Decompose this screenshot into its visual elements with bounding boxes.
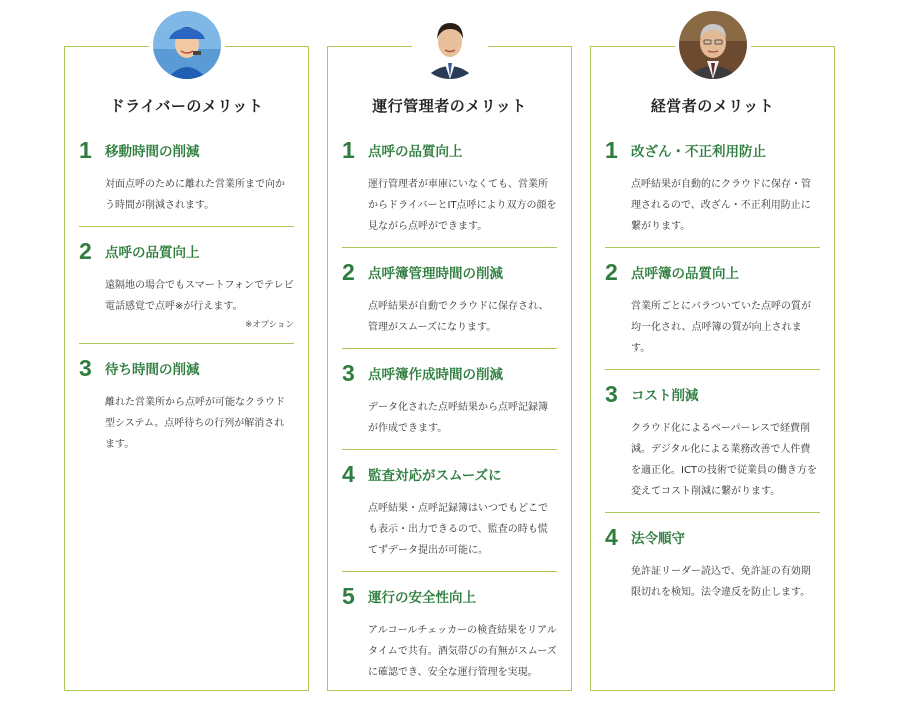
executive-merit-card (590, 46, 835, 691)
merit-item (605, 248, 820, 370)
item-title: 点呼の品質向上 (368, 144, 463, 160)
item-description: 対面点呼のために離れた営業所まで向かう時間が削減されます。 (105, 179, 285, 211)
merit-item (342, 572, 557, 693)
item-title: コスト削減 (631, 388, 699, 404)
card-title: ドライバーのメリット (109, 97, 264, 115)
item-number: 2 (79, 237, 92, 264)
item-title: 法令順守 (631, 531, 685, 547)
merit-item (79, 126, 294, 227)
merit-item (605, 370, 820, 513)
item-number: 2 (342, 258, 355, 285)
item-title: 移動時間の削減 (105, 144, 200, 160)
item-number: 3 (605, 380, 618, 407)
item-number: 3 (79, 354, 92, 381)
card-title: 運行管理者のメリット (372, 97, 527, 115)
option-note: ※オプション (245, 320, 294, 330)
manager-avatar (416, 11, 484, 79)
item-title: 点呼簿管理時間の削減 (368, 266, 503, 282)
item-description: データ化された点呼結果から点呼記録簿が作成できます。 (368, 402, 548, 434)
merit-item (342, 126, 557, 248)
item-description: 離れた営業所から点呼が可能なクラウド型システム。点呼待ちの行列が解消されます。 (105, 397, 285, 450)
manager-merit-card (327, 46, 572, 691)
merit-item (605, 126, 820, 248)
item-description: 運行管理者が車庫にいなくても、営業所からドライバーとIT点呼により双方の顔を見ながら点呼ができます。 (368, 179, 557, 232)
item-title: 待ち時間の削減 (105, 362, 200, 378)
item-number: 1 (79, 136, 92, 163)
item-description: クラウド化によるペーパーレスで経費削減。デジタル化による業務改善で人件費を適正化。ICTの技術で従業員の働き方を変えてコスト削減に繋がります。 (631, 423, 818, 497)
item-description: 点呼結果・点呼記録簿はいつでもどこでも表示・出力できるので、監査の時も慌てずデータ提出が可能に。 (368, 503, 548, 556)
driver-merit-card (64, 46, 309, 691)
item-title: 点呼簿の品質向上 (631, 266, 739, 282)
card-title: 経営者のメリット (650, 97, 775, 115)
item-description: 免許証リーダー読込で、免許証の有効期限切れを検知。法令違反を防止します。 (631, 566, 811, 598)
merit-item (342, 450, 557, 572)
merit-item (79, 344, 294, 465)
item-description: 営業所ごとにバラついていた点呼の質が均一化され、点呼簿の質が向上されます。 (631, 301, 811, 354)
item-number: 5 (342, 582, 355, 609)
merit-item (342, 248, 557, 349)
merit-item (605, 513, 820, 613)
item-title: 点呼の品質向上 (105, 245, 200, 261)
item-description: 点呼結果が自動でクラウドに保存され、管理がスムーズになります。 (368, 301, 549, 333)
item-title: 点呼簿作成時間の削減 (368, 367, 503, 383)
item-title: 運行の安全性向上 (368, 590, 476, 606)
merit-item (342, 349, 557, 450)
executive-avatar (679, 11, 747, 79)
merit-item (79, 227, 294, 344)
item-number: 3 (342, 359, 355, 386)
item-number: 4 (342, 460, 355, 487)
item-number: 1 (605, 136, 618, 163)
item-title: 改ざん・不正利用防止 (631, 144, 766, 160)
item-title: 監査対応がスムーズに (368, 468, 502, 484)
item-description: アルコールチェッカーの検査結果をリアルタイムで共有。酒気帯びの有無がスムーズに確認でき、安全な運行管理を実現。 (368, 625, 557, 678)
item-number: 4 (605, 523, 618, 550)
item-number: 1 (342, 136, 355, 163)
item-description: 点呼結果が自動的にクラウドに保存・管理されるので、改ざん・不正利用防止に繋がります。 (631, 179, 811, 232)
driver-avatar (153, 11, 221, 79)
item-number: 2 (605, 258, 618, 285)
item-description: 遠隔地の場合でもスマートフォンでテレビ電話感覚で点呼※が行えます。 (105, 280, 294, 312)
